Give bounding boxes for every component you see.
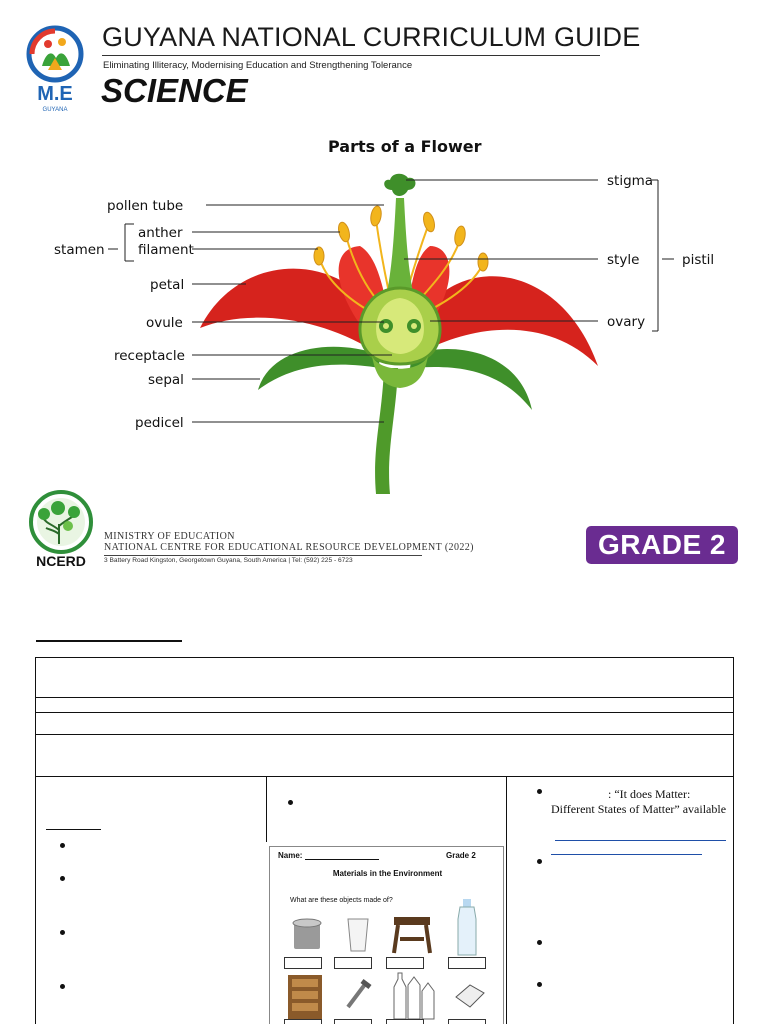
answer-box[interactable]: [334, 957, 372, 969]
shelf-icon: [288, 975, 322, 1019]
table-row-divider: [35, 712, 734, 713]
bullet: [537, 982, 542, 987]
worksheet-thumbnail: [269, 846, 504, 1024]
resource-link-underline[interactable]: [555, 840, 726, 841]
bullet: [288, 800, 293, 805]
flower-diagram: [0, 128, 768, 498]
label-pedicel: pedicel: [135, 415, 184, 431]
label-pollen-tube: pollen tube: [107, 198, 184, 214]
tagline: Eliminating Illiteracy, Modernising Education and Strengthening Tolerance: [103, 60, 413, 71]
screw-icon: [348, 981, 370, 1007]
label-petal: petal: [150, 277, 185, 293]
label-filament: filament: [138, 242, 194, 258]
column1-heading-underline: [46, 829, 101, 830]
ncerd-logo: [22, 486, 100, 582]
address-text: 3 Battery Road Kingston, Georgetown Guyana, South America | Tel: (592) 225 - 6723: [104, 557, 353, 564]
svg-text:M.E: M.E: [37, 83, 73, 105]
ministry-label: MINISTRY OF EDUCATION: [104, 531, 235, 542]
answer-box[interactable]: [448, 1019, 486, 1024]
label-anther: anther: [138, 225, 183, 241]
label-stigma: stigma: [607, 173, 654, 189]
diagram-title: Parts of a Flower: [328, 137, 482, 156]
stigma-shape: [384, 174, 415, 196]
table-col-divider: [266, 776, 267, 842]
label-style: style: [607, 252, 640, 268]
subject-title: SCIENCE: [101, 72, 248, 109]
answer-box[interactable]: [386, 957, 424, 969]
guide-title: GUYANA NATIONAL CURRICULUM GUIDE: [102, 22, 641, 52]
bullet: [60, 984, 65, 989]
sepal-shape: [258, 347, 380, 390]
table-row-divider: [35, 776, 734, 777]
resource-text-line2: Different States of Matter” available: [551, 802, 727, 816]
eraser-icon: [456, 985, 484, 1007]
grade-badge: GRADE 2: [586, 526, 738, 564]
answer-box[interactable]: [284, 957, 322, 969]
label-stamen: stamen: [54, 242, 105, 258]
bullet: [60, 930, 65, 935]
bottle-icon: [458, 899, 476, 955]
answer-box[interactable]: [284, 1019, 322, 1024]
label-ovary: ovary: [607, 314, 646, 330]
table-row-divider: [35, 734, 734, 735]
bullet: [537, 940, 542, 945]
bullet: [60, 843, 65, 848]
bullet: [537, 789, 542, 794]
table-border-top: [35, 657, 734, 658]
label-sepal: sepal: [148, 372, 184, 388]
answer-box[interactable]: [448, 957, 486, 969]
label-pistil: pistil: [682, 252, 715, 268]
centre-label: NATIONAL CENTRE FOR EDUCATIONAL RESOURCE DEVELOPMENT (2022): [104, 542, 474, 553]
sepal-shape: [410, 349, 532, 410]
label-receptacle: receptacle: [114, 348, 185, 364]
resource-link-underline[interactable]: [551, 854, 702, 855]
label-ovule: ovule: [146, 315, 183, 331]
bottles-icon: [394, 973, 434, 1019]
address-rule: [104, 555, 422, 556]
worksheet-name-label: Name:: [278, 851, 303, 860]
worksheet-question: What are these objects made of?: [290, 897, 393, 904]
title-rule: [102, 55, 600, 56]
worksheet-objects: [270, 847, 504, 1024]
worksheet-title: Materials in the Environment: [332, 869, 443, 878]
table-col-divider: [506, 776, 507, 1024]
bullet: [60, 876, 65, 881]
answer-box[interactable]: [334, 1019, 372, 1024]
resource-text-line1: : “It does Matter:: [608, 787, 691, 801]
stool-icon: [394, 917, 430, 953]
table-row-divider: [35, 697, 734, 698]
svg-text:NCERD: NCERD: [36, 553, 86, 569]
cup-icon: [348, 919, 368, 951]
pot-icon: [293, 919, 321, 949]
worksheet-grade-label: Grade 2: [446, 851, 476, 860]
bullet: [537, 859, 542, 864]
section-heading-underline: [36, 640, 182, 642]
moe-logo: [18, 22, 92, 114]
style-shape: [386, 198, 414, 298]
answer-box[interactable]: [386, 1019, 424, 1024]
svg-text:GUYANA: GUYANA: [42, 107, 68, 113]
